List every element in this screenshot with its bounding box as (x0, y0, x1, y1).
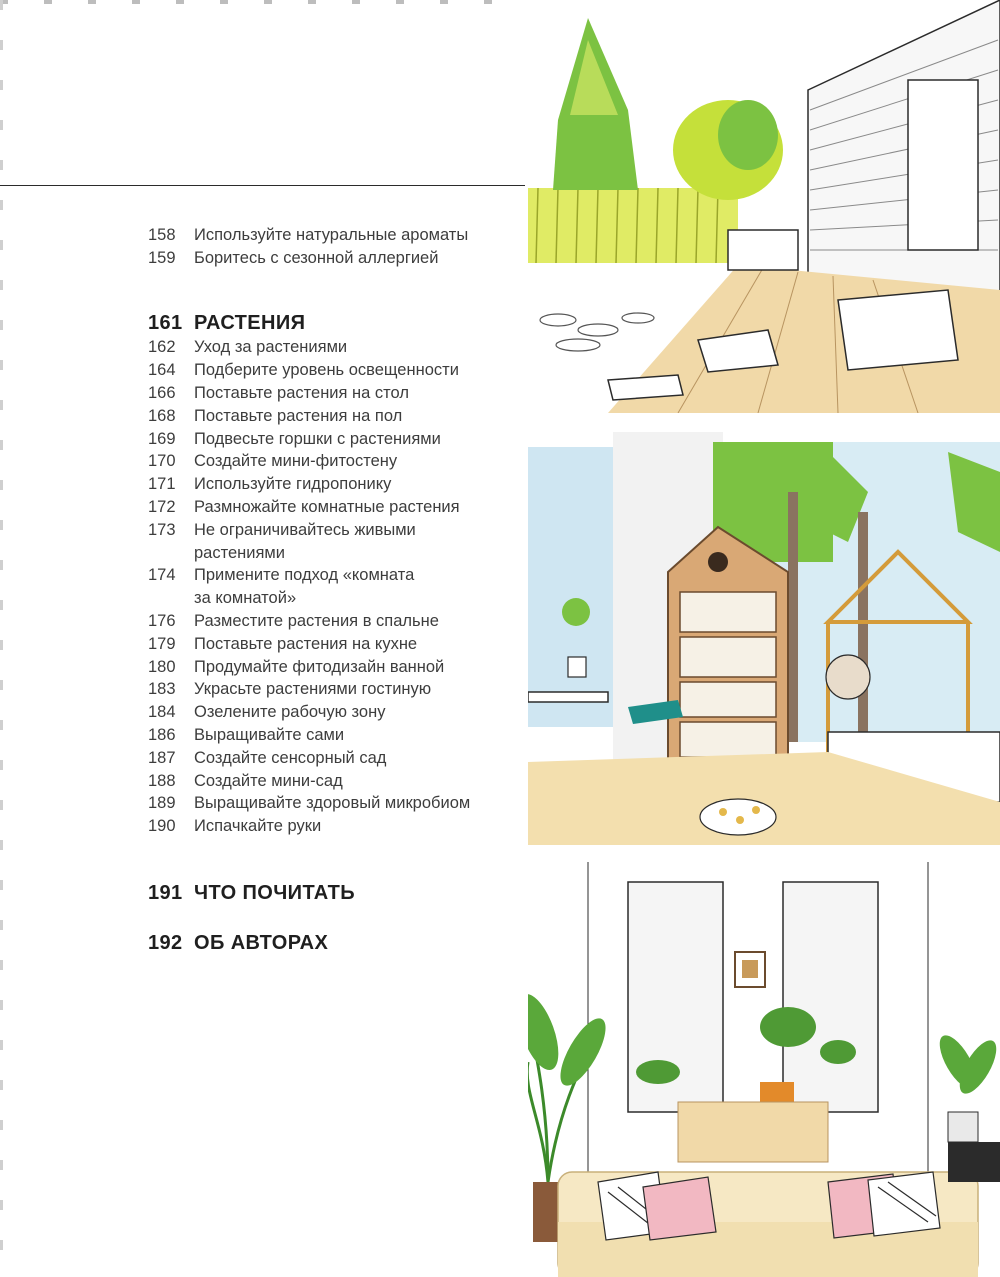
toc-entry[interactable] (148, 770, 518, 793)
living-room-sketch (528, 862, 1000, 1277)
toc-entry-title: Продумайте фитодизайн ванной (194, 657, 445, 676)
section-title: РАСТЕНИЯ (194, 311, 306, 334)
toc-page-number: 183 (148, 680, 176, 699)
toc-page-number: 187 (148, 748, 176, 767)
toc-entry-title: Подвесьте горшки с растениями (194, 429, 441, 448)
toc-entry[interactable] (148, 450, 518, 473)
toc-entry[interactable] (148, 724, 518, 747)
section-heading-plants[interactable] (148, 312, 518, 335)
toc-page-number: 170 (148, 452, 176, 471)
toc-entry[interactable] (148, 701, 518, 724)
toc-page-number: 172 (148, 497, 176, 516)
toc-entry-title: Создайте сенсорный сад (194, 748, 387, 767)
crop-marks-left (0, 0, 3, 1277)
section-heading-reading[interactable] (148, 882, 518, 905)
toc-entry[interactable] (148, 815, 518, 838)
toc-page-number: 176 (148, 611, 176, 630)
toc-entry-title: Не ограничивайтесь живыми растениями (194, 520, 416, 562)
toc-entry[interactable] (148, 678, 518, 701)
garden-terrace-sketch (528, 0, 1000, 413)
toc-entry[interactable] (148, 656, 518, 679)
header-rule (0, 185, 525, 186)
toc-entry[interactable] (148, 519, 518, 565)
section-title: ОБ АВТОРАХ (194, 931, 329, 954)
illustration-garden-terrace (528, 0, 1000, 413)
toc-entry-title: Поставьте растения на пол (194, 406, 403, 425)
toc-entry[interactable] (148, 473, 518, 496)
toc-entry-title: Используйте гидропонику (194, 475, 392, 494)
toc-entry[interactable] (148, 382, 518, 405)
table-of-contents (148, 224, 518, 955)
illustration-living-room (528, 862, 1000, 1277)
illustration-kids-room (528, 432, 1000, 845)
section-page-number: 161 (148, 311, 183, 334)
toc-page-number: 188 (148, 771, 176, 790)
toc-entry[interactable] (148, 610, 518, 633)
toc-entry-title: Поставьте растения на кухне (194, 634, 418, 653)
toc-page-number: 168 (148, 406, 176, 425)
toc-page-number: 179 (148, 634, 176, 653)
toc-entry[interactable] (148, 564, 518, 610)
toc-page-number: 162 (148, 338, 176, 357)
toc-page-number: 189 (148, 794, 176, 813)
toc-entry[interactable] (148, 405, 518, 428)
toc-entry-title: Выращивайте сами (194, 725, 345, 744)
toc-entry[interactable] (148, 633, 518, 656)
toc-entry-title: Используйте натуральные ароматы (194, 226, 469, 244)
toc-page-number: 174 (148, 566, 176, 585)
toc-group-plants (148, 336, 518, 838)
toc-entry[interactable] (148, 428, 518, 451)
toc-entry-title: Испачкайте руки (194, 817, 322, 836)
toc-entry-title: Подберите уровень освещенности (194, 361, 459, 380)
toc-entry[interactable] (148, 247, 518, 270)
section-title: ЧТО ПОЧИТАТЬ (194, 881, 356, 904)
toc-group-aromas (148, 224, 518, 270)
toc-page-number: 166 (148, 383, 176, 402)
section-page-number: 192 (148, 931, 183, 954)
toc-page-number: 169 (148, 429, 176, 448)
toc-page-number: 190 (148, 817, 176, 836)
toc-page-number: 164 (148, 361, 176, 380)
toc-page-number: 180 (148, 657, 176, 676)
toc-entry[interactable] (148, 224, 518, 247)
toc-page-number: 171 (148, 475, 176, 494)
section-page-number: 191 (148, 881, 183, 904)
toc-entry[interactable] (148, 496, 518, 519)
toc-entry-title: Украсьте растениями гостиную (194, 680, 432, 699)
toc-entry-title: Озелените рабочую зону (194, 703, 386, 722)
toc-page-number: 186 (148, 725, 176, 744)
toc-entry-title: Боритесь с сезонной аллергией (194, 248, 439, 267)
toc-entry-title: Поставьте растения на стол (194, 383, 409, 402)
toc-entry-title: Создайте мини-сад (194, 771, 343, 790)
section-heading-authors[interactable] (148, 932, 518, 955)
toc-page-number: 158 (148, 226, 176, 244)
toc-entry[interactable] (148, 792, 518, 815)
toc-entry-title: Уход за растениями (194, 338, 348, 357)
toc-entry[interactable] (148, 359, 518, 382)
kids-room-sketch (528, 432, 1000, 845)
toc-entry-title: Примените подход «комната за комнатой» (194, 566, 415, 608)
toc-entry[interactable] (148, 747, 518, 770)
toc-entry[interactable] (148, 336, 518, 359)
toc-page-number: 173 (148, 520, 176, 539)
toc-entry-title: Размножайте комнатные растения (194, 497, 460, 516)
toc-page-number: 184 (148, 703, 176, 722)
toc-entry-title: Создайте мини-фитостену (194, 452, 398, 471)
toc-page-number: 159 (148, 248, 176, 267)
toc-entry-title: Выращивайте здоровый микробиом (194, 794, 471, 813)
toc-entry-title: Разместите растения в спальне (194, 611, 439, 630)
